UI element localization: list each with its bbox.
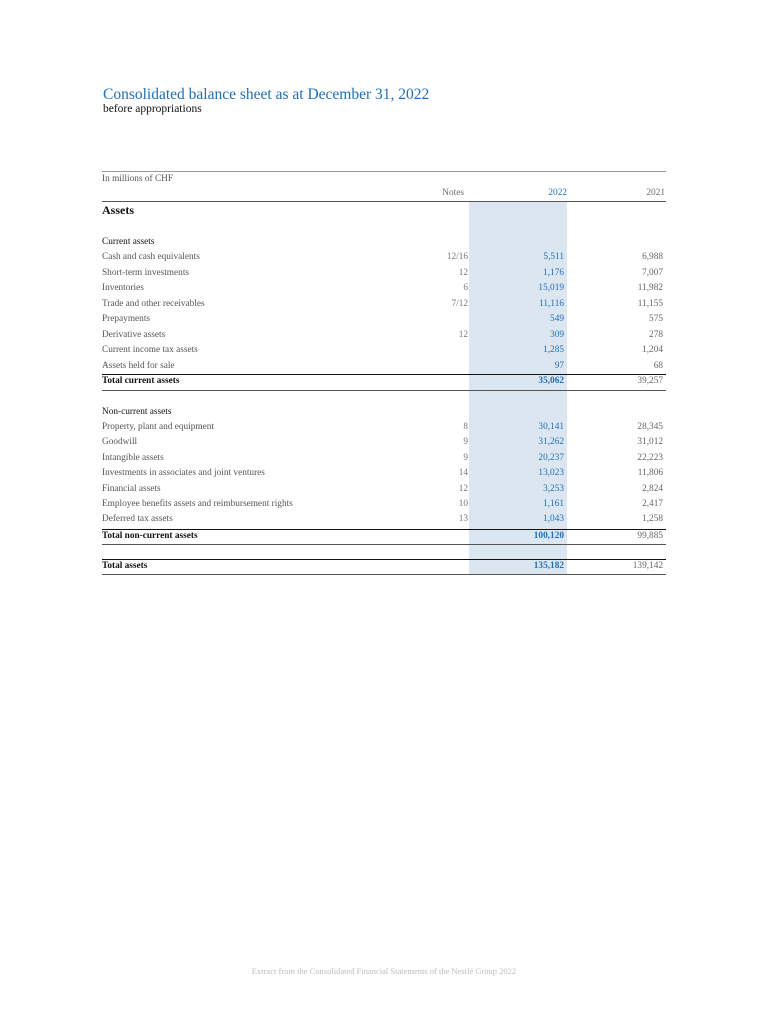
value-2021: 68	[653, 360, 663, 371]
value-2021: 11,982	[637, 283, 663, 293]
table-row	[102, 453, 666, 466]
value-2021: 139,142	[632, 561, 663, 571]
value-2021: 22,223	[637, 452, 663, 463]
row-label: Total non-current assets	[102, 531, 198, 541]
divider	[102, 374, 666, 375]
value-2022: 11,116	[539, 298, 564, 309]
divider	[102, 559, 666, 560]
table-row	[102, 514, 666, 527]
row-note: 8	[463, 422, 468, 432]
value-2022: 13,023	[538, 468, 564, 479]
row-label: Financial assets	[102, 483, 161, 494]
table-row	[102, 437, 666, 450]
column-header-2021: 2021	[646, 188, 665, 198]
value-2022: 15,019	[538, 283, 564, 293]
table-row	[102, 330, 666, 343]
row-label: Property, plant and equipment	[102, 422, 214, 432]
total-assets-row	[102, 561, 666, 574]
row-label: Investments in associates and joint ventures	[102, 468, 265, 479]
value-2022: 35,062	[538, 376, 564, 386]
value-2022: 1,176	[543, 267, 564, 278]
divider	[102, 544, 666, 545]
non-current-assets-heading	[102, 407, 666, 420]
divider	[102, 201, 666, 202]
row-label: Intangible assets	[102, 452, 164, 463]
table-row	[102, 283, 666, 296]
value-2021: 2,824	[642, 483, 663, 494]
value-2022: 1,285	[543, 345, 564, 355]
row-label: Total assets	[102, 561, 148, 571]
row-label: Total current assets	[102, 376, 180, 386]
row-label: Prepayments	[102, 314, 151, 324]
table-row	[102, 345, 666, 358]
table-row	[102, 252, 666, 265]
value-2021: 278	[649, 329, 663, 340]
value-2021: 11,806	[637, 468, 663, 479]
value-2021: 7,007	[642, 267, 663, 278]
value-2022: 3,253	[543, 483, 564, 494]
total-non-current-assets-row	[102, 531, 666, 544]
divider	[102, 529, 666, 530]
current-assets-heading	[102, 237, 666, 250]
page-footer: Extract from the Consolidated Financial Statements of the Nestlé Group 2022	[251, 966, 517, 976]
units-label: In millions of CHF	[102, 174, 174, 184]
table-row	[102, 468, 666, 481]
row-note: 6	[463, 283, 468, 293]
table-row	[102, 268, 666, 281]
row-label: Cash and cash equivalents	[102, 252, 200, 262]
value-2022: 5,511	[543, 252, 564, 262]
row-label: Deferred tax assets	[102, 514, 173, 525]
column-header-2022: 2022	[548, 188, 567, 198]
value-2022: 31,262	[538, 437, 564, 448]
row-note: 12	[458, 329, 468, 340]
table-row	[102, 499, 666, 512]
row-label: Employee benefits assets and reimbursement rights	[102, 499, 293, 509]
row-note: 12	[458, 483, 468, 494]
row-note: 10	[458, 499, 468, 509]
row-note: 9	[463, 452, 468, 463]
table-row	[102, 299, 666, 312]
row-note: 12/16	[446, 252, 468, 262]
column-header-notes: Notes	[442, 188, 464, 198]
row-note: 7/12	[451, 298, 468, 309]
row-label: Derivative assets	[102, 329, 166, 340]
value-2021: 575	[649, 314, 663, 324]
table-row	[102, 361, 666, 374]
value-2021: 31,012	[637, 437, 663, 448]
row-label: Inventories	[102, 283, 144, 293]
value-2022: 1,043	[543, 514, 564, 525]
value-2021: 1,204	[642, 345, 663, 355]
value-2021: 11,155	[637, 298, 663, 309]
divider	[102, 171, 666, 172]
value-2022: 135,182	[533, 561, 564, 571]
value-2021: 39,257	[637, 376, 663, 386]
value-2021: 28,345	[637, 422, 663, 432]
row-label: Trade and other receivables	[102, 298, 205, 309]
row-label: Assets held for sale	[102, 360, 175, 371]
row-label: Short-term investments	[102, 267, 190, 278]
assets-heading: Assets	[102, 203, 134, 217]
value-2022: 97	[554, 360, 564, 371]
row-note: 12	[458, 267, 468, 278]
value-2022: 549	[550, 314, 564, 324]
total-current-assets-row	[102, 376, 666, 389]
value-2022: 1,161	[543, 499, 564, 509]
divider	[102, 390, 666, 391]
value-2022: 100,120	[533, 531, 564, 541]
value-2021: 6,988	[642, 252, 663, 262]
value-2021: 99,885	[637, 531, 663, 541]
row-label: Goodwill	[102, 437, 138, 448]
section-label: Non-current assets	[102, 407, 172, 417]
page-title: Consolidated balance sheet as at December 31, 2022	[103, 86, 430, 103]
page-subtitle: before appropriations	[103, 103, 202, 115]
table-row	[102, 314, 666, 327]
value-2021: 1,258	[642, 514, 663, 525]
row-note: 14	[458, 468, 468, 479]
section-label: Current assets	[102, 237, 155, 247]
table-row	[102, 484, 666, 497]
row-note: 9	[463, 437, 468, 448]
value-2022: 30,141	[538, 422, 564, 432]
balance-sheet-table	[102, 171, 666, 575]
value-2021: 2,417	[642, 499, 663, 509]
row-note: 13	[458, 514, 468, 525]
value-2022: 20,237	[538, 452, 564, 463]
value-2022: 309	[550, 329, 564, 340]
table-row	[102, 422, 666, 435]
divider	[102, 574, 666, 575]
row-label: Current income tax assets	[102, 345, 198, 355]
